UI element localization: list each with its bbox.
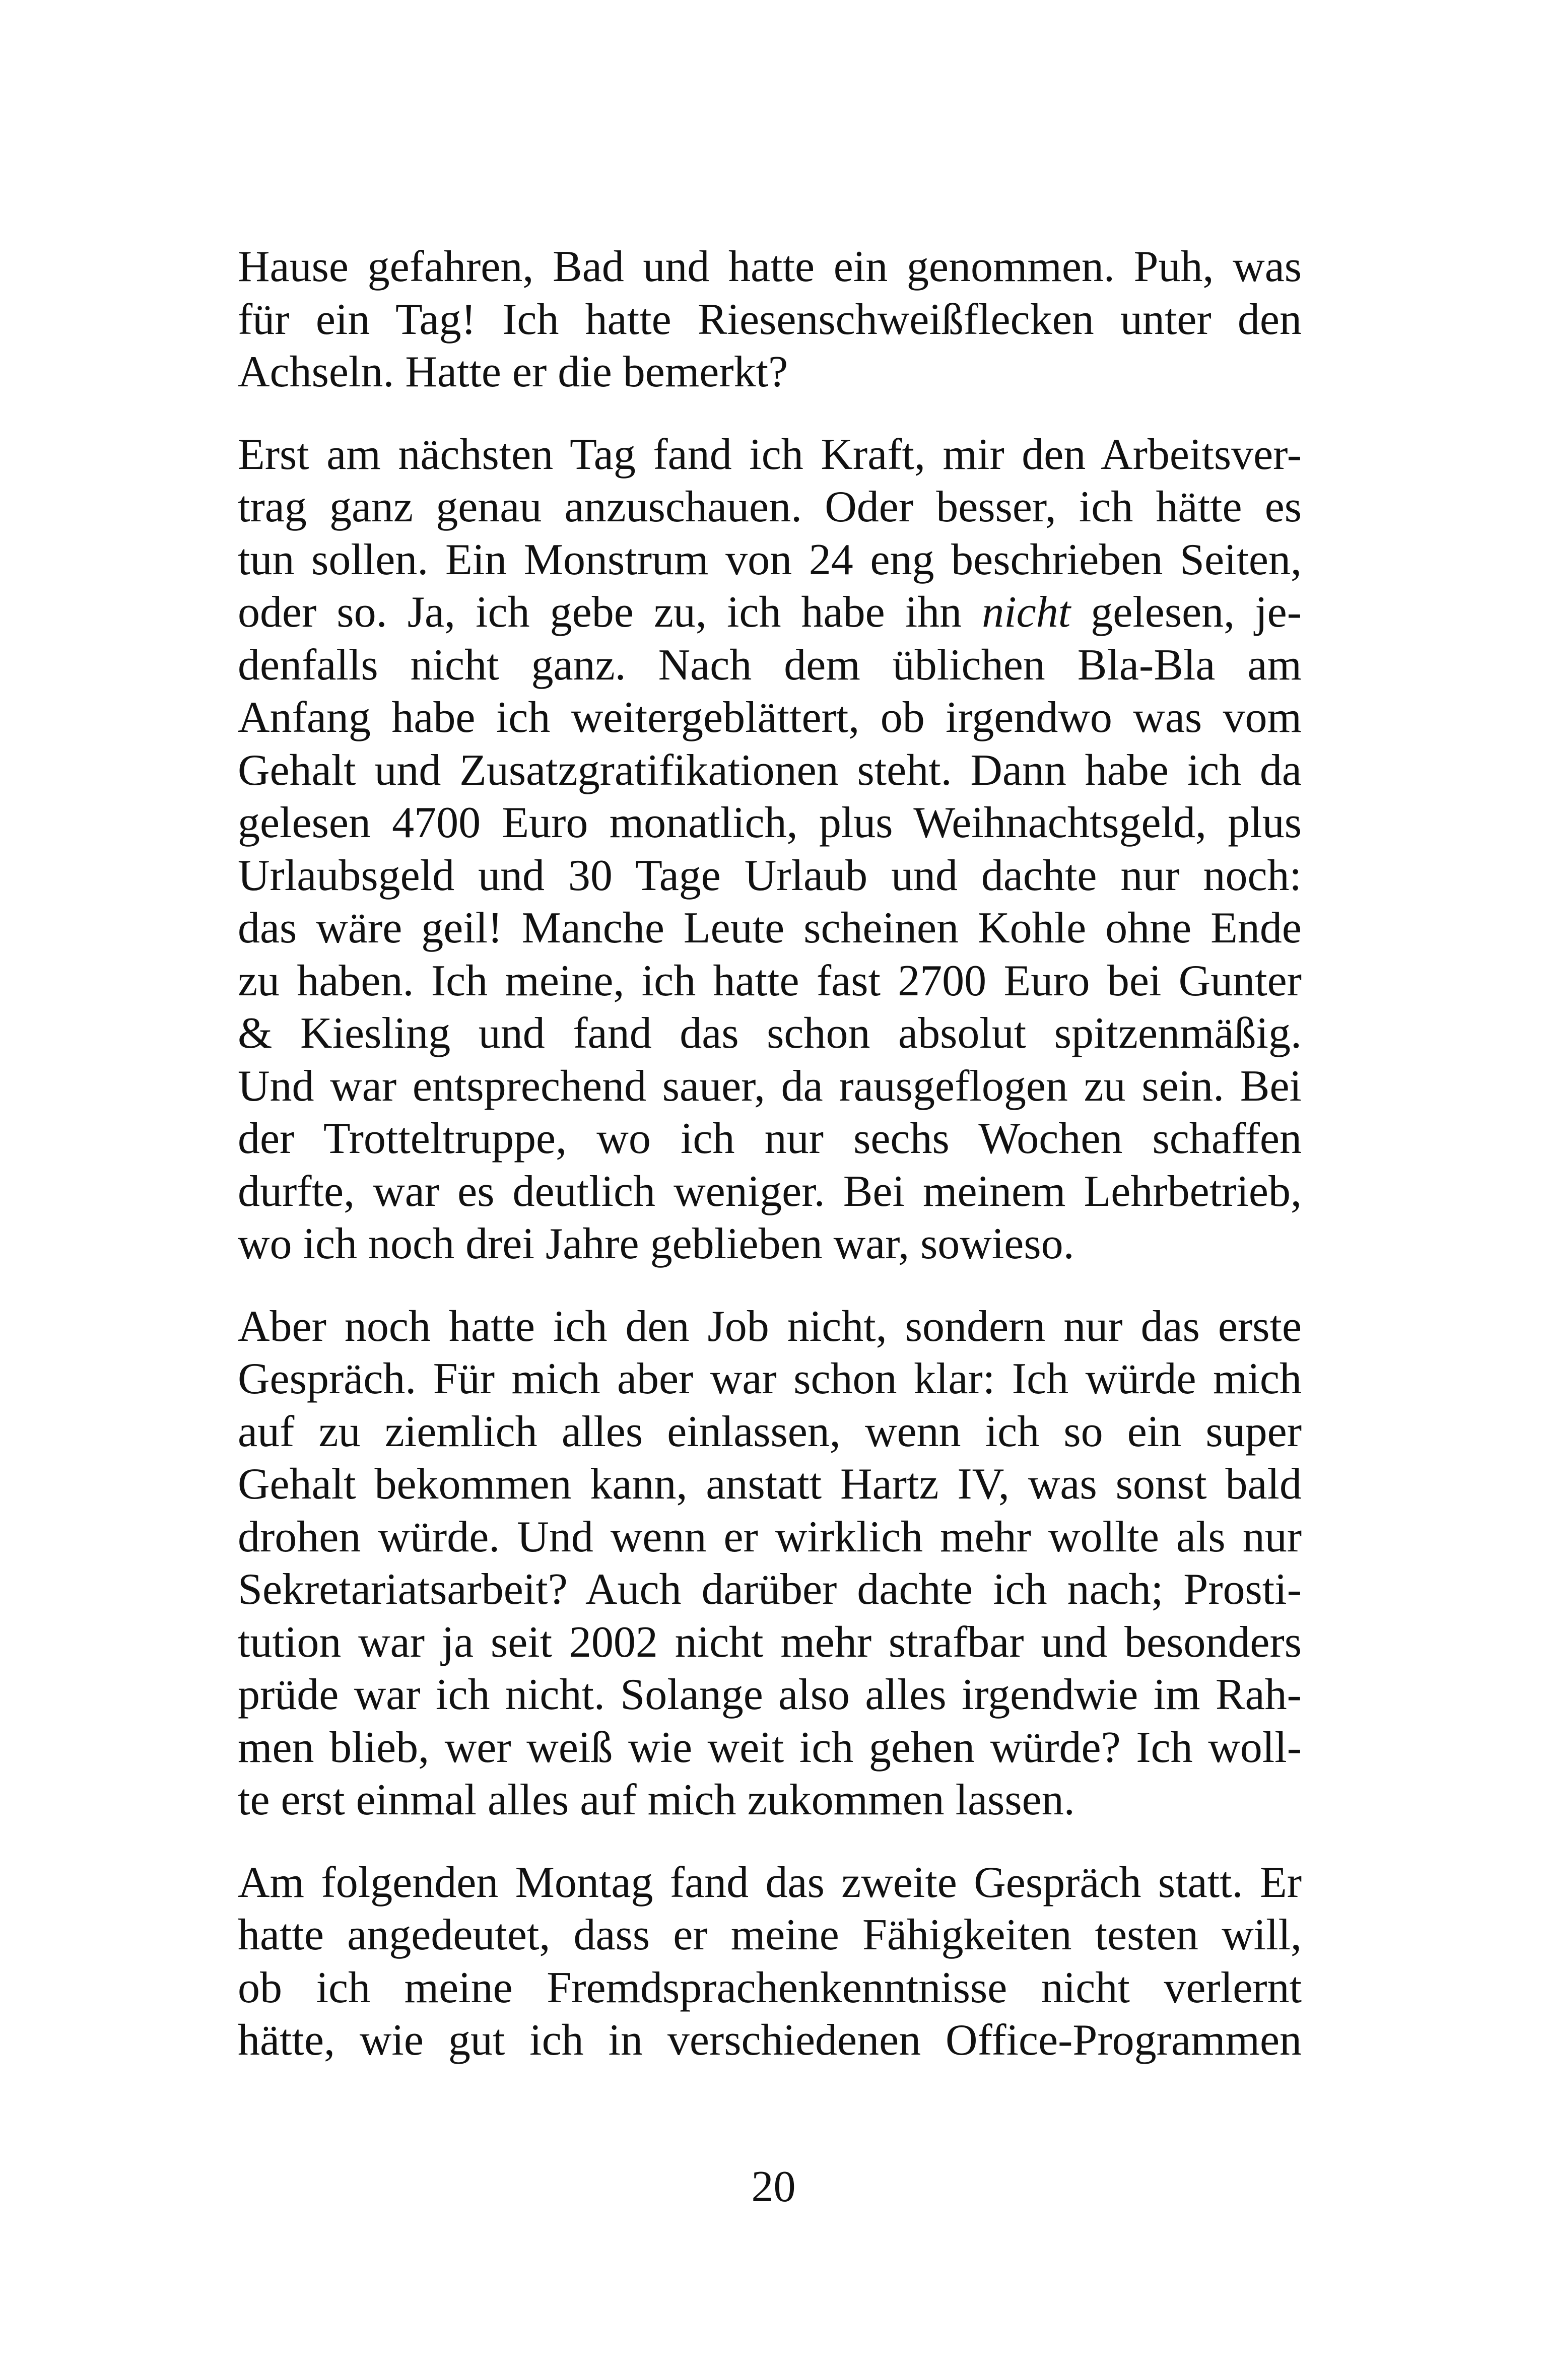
text-line: Aber noch hatte ich den Job nicht, sondern nur das erste	[238, 1302, 1302, 1351]
text-line: zu haben. Ich meine, ich hatte fast 2700 Euro bei Gunter	[238, 956, 1302, 1005]
text-line: das wäre geil! Manche Leute scheinen Kohle ohne Ende	[238, 904, 1302, 953]
page-number: 20	[751, 2162, 796, 2211]
text-line: hätte, wie gut ich in verschiedenen Office-Programmen	[238, 2016, 1302, 2065]
text-line: trag ganz genau anzuschauen. Oder besser, ich hätte es	[238, 483, 1302, 531]
text-line: Hause gefahren, Bad und hatte ein genommen. Puh, was	[238, 242, 1302, 291]
paragraph-3	[238, 1301, 1302, 1827]
text-line: Gehalt bekommen kann, anstatt Hartz IV, was sonst bald	[238, 1460, 1302, 1509]
text-line: denfalls nicht ganz. Nach dem üblichen Bla-Bla am	[238, 640, 1302, 690]
body-text	[238, 241, 1302, 2097]
text-line: wo ich noch drei Jahre geblieben war, sowieso.	[238, 1219, 1074, 1268]
text-line: Achseln. Hatte er die bemerkt?	[238, 348, 788, 396]
text-line: drohen würde. Und wenn er wirklich mehr wollte als nur	[238, 1512, 1302, 1561]
text-line: ob ich meine Fremdsprachenkenntnisse nicht verlernt	[238, 1963, 1302, 2012]
text-line: tun sollen. Ein Monstrum von 24 eng beschrieben Seiten,	[238, 535, 1302, 584]
text-line: & Kiesling und fand das schon absolut spitzenmäßig.	[238, 1009, 1302, 1058]
text-line: Am folgenden Montag fand das zweite Gespräch statt. Er	[238, 1858, 1302, 1907]
line-text-after: gelesen, je-	[1070, 588, 1302, 637]
text-line: tution war ja seit 2002 nicht mehr strafbar und besonders	[238, 1617, 1302, 1667]
paragraph-4	[238, 1857, 1302, 2067]
text-line: gelesen 4700 Euro monatlich, plus Weihnachtsgeld, plus	[238, 798, 1302, 847]
paragraph-1	[238, 241, 1302, 399]
text-line: durfte, war es deutlich weniger. Bei meinem Lehrbetrieb,	[238, 1167, 1302, 1216]
emphasized-word: nicht	[982, 588, 1071, 637]
text-line: der Trotteltruppe, wo ich nur sechs Wochen schaffen	[238, 1114, 1302, 1163]
text-line: Und war entsprechend sauer, da rausgeflogen zu sein. Bei	[238, 1061, 1302, 1111]
text-line: Urlaubsgeld und 30 Tage Urlaub und dachte nur noch:	[238, 851, 1302, 900]
paragraph-2	[238, 429, 1302, 1271]
text-line: auf zu ziemlich alles einlassen, wenn ich so ein super	[238, 1407, 1302, 1456]
text-line: men blieb, wer weiß wie weit ich gehen würde? Ich woll-	[238, 1723, 1302, 1772]
text-line: te erst einmal alles auf mich zukommen lassen.	[238, 1776, 1075, 1824]
text-line: Sekretariatsarbeit? Auch darüber dachte ich nach; Prosti-	[238, 1565, 1302, 1614]
text-line: Gehalt und Zusatzgratifikationen steht. Dann habe ich da	[238, 745, 1302, 795]
text-line: Erst am nächsten Tag fand ich Kraft, mir den Arbeitsver-	[238, 430, 1302, 479]
text-line-with-emphasis	[238, 586, 1302, 639]
text-line: prüde war ich nicht. Solange also alles irgendwie im Rah-	[238, 1670, 1302, 1719]
text-line: Anfang habe ich weitergeblättert, ob irgendwo was vom	[238, 693, 1302, 742]
line-text-before: oder so. Ja, ich gebe zu, ich habe ihn	[238, 588, 982, 637]
text-line: hatte angedeutet, dass er meine Fähigkeiten testen will,	[238, 1911, 1302, 1959]
text-line: Gespräch. Für mich aber war schon klar: Ich würde mich	[238, 1354, 1302, 1403]
text-line: für ein Tag! Ich hatte Riesenschweißflecken unter den	[238, 295, 1302, 344]
